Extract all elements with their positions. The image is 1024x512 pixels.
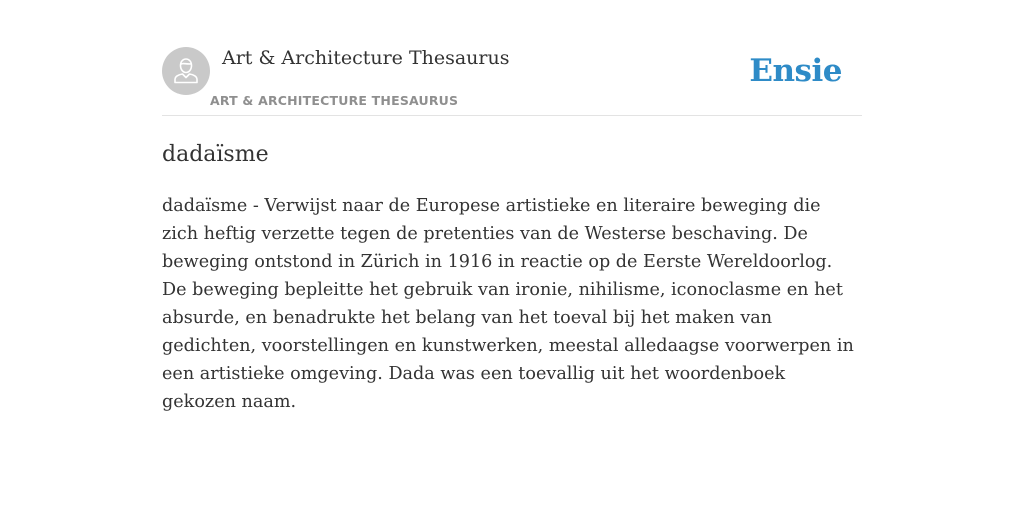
ensie-logo[interactable]: Ensie bbox=[749, 53, 842, 89]
source-header bbox=[162, 46, 862, 116]
source-subtitle[interactable]: ART & ARCHITECTURE THESAURUS bbox=[210, 93, 459, 108]
definition-text: dadaïsme - Verwijst naar de Europese artistieke en literaire beweging die zich heftig verzette tegen de pretenties van de Westerse beschaving. De beweging ontstond in Zürich in 1916 in reactie op de Eerste Wereldoorlog. De beweging bepleitte het gebruik van ironie, nihilisme, iconoclasme en het absurde, en benadrukte het belang van het toeval bij het maken van gedichten, voorstellingen en kunstwerken, meestal alledaagse voorwerpen in een artistieke omgeving. Dada was een toevallig uit het woordenboek gekozen naam. bbox=[162, 196, 854, 412]
avatar[interactable] bbox=[162, 47, 210, 95]
term-title: dadaïsme bbox=[162, 142, 269, 167]
user-silhouette-icon bbox=[162, 47, 210, 95]
source-title[interactable]: Art & Architecture Thesaurus bbox=[222, 47, 510, 69]
